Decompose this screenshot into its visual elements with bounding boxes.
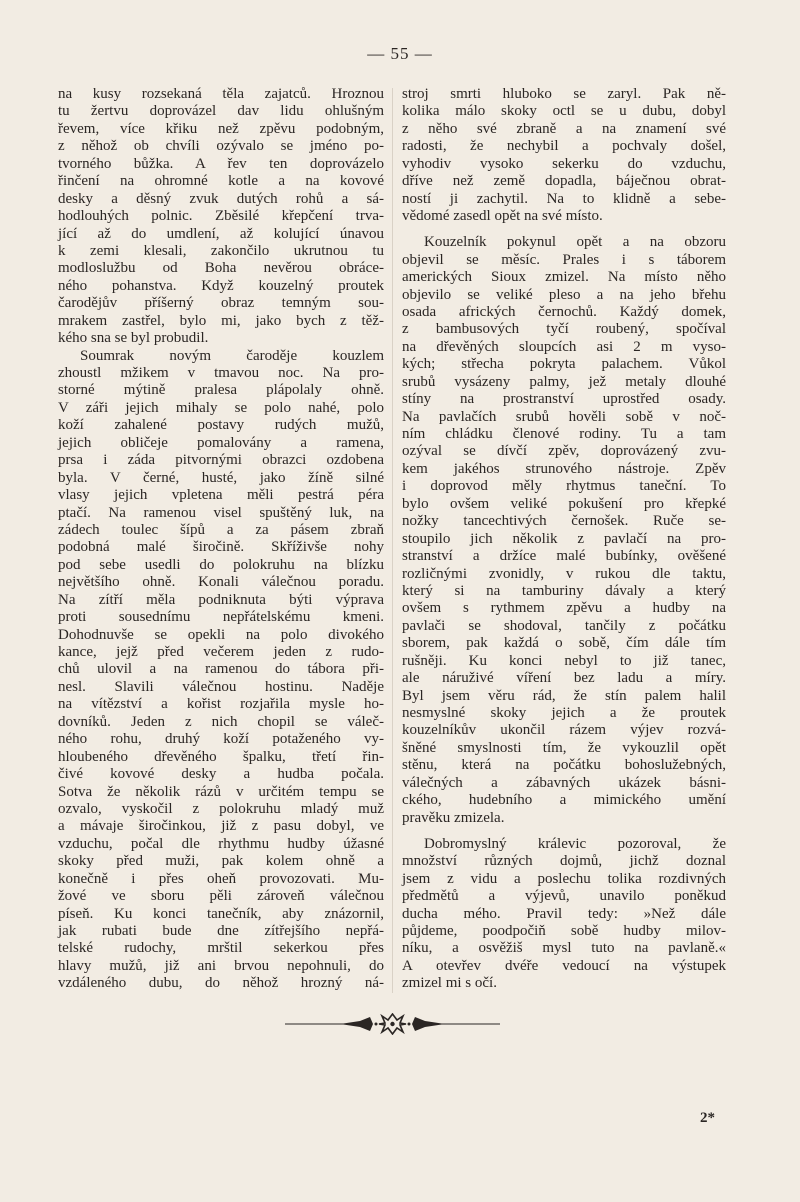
text-line: půjdeme, poodpočiň sobě hudby milov- — [402, 922, 726, 939]
text-line: rušněji. Ku konci nebyl to již tanec, — [402, 652, 726, 669]
paragraph — [402, 86, 726, 226]
text-line: telské rudochy, mrštil sekerkou přes — [58, 940, 384, 957]
text-line: Byl jsem věru rád, že stín palem halil — [402, 687, 726, 704]
text-line: modloslužbu od Boha nevěrou obráce- — [58, 260, 384, 277]
text-line: byla. V černé, husté, jako žíně silné — [58, 469, 384, 486]
text-line: níku, a osvěžiš mysl tuto na pavlaně.« — [402, 940, 726, 957]
text-line: ale náruživé víření bez ladu a míry. — [402, 670, 726, 687]
text-line: ptačí. Na ramenou visel spuštěný luk, na — [58, 504, 384, 521]
text-line: A otevřev dvéře vedoucí na výstupek — [402, 957, 726, 974]
text-line: čarodějův příšerný obraz temným sou- — [58, 295, 384, 312]
text-line: pavlači se shodoval, tančily z počátku — [402, 617, 726, 634]
text-line: radosti, že nechybil a pochvaly došel, — [402, 138, 726, 155]
text-line: desky a děsný zvuk dutých rohů a sá- — [58, 190, 384, 207]
text-line: kouzelníkův ukončil rázem výjev rozvá- — [402, 722, 726, 739]
text-line: hloubeného dřevěného špalku, třetí řin- — [58, 748, 384, 765]
text-line: hlavy mužů, již ani brvou nepohnuli, do — [58, 957, 384, 974]
text-line: řevem, více křiku než zpěvu podobným, — [58, 120, 384, 137]
text-line: proti sousednímu nepřátelskému kmeni. — [58, 609, 384, 626]
text-line: osada afrických černochů. Každý domek, — [402, 303, 726, 320]
text-line: dovníků. Jeden z nich chopil se váleč- — [58, 713, 384, 730]
text-line: prsa i záda pitvornými obrazci ozdobena — [58, 452, 384, 469]
text-line: vlasy jejich vpletena měli pestrá péra — [58, 487, 384, 504]
text-line: ností ji zachytil. Na to klidně a sebe- — [402, 190, 726, 207]
text-line: Na zítří měla podniknuta býti výprava — [58, 591, 384, 608]
text-line: nožky tancechtivých černošek. Ruče se- — [402, 513, 726, 530]
text-line: Na pavlačích srubů hověli sobě v noč- — [402, 408, 726, 425]
text-line: ozvalo, vyskočil z polokruhu mladý muž — [58, 800, 384, 817]
text-line: bylo ovšem veliké pokušení pro křepké — [402, 495, 726, 512]
text-line: válečných a zábavných ukázek básni- — [402, 774, 726, 791]
text-line: jejich obličeje pomalovány a ramena, — [58, 434, 384, 451]
text-line: ného pohanstva. Když kouzelný proutek — [58, 277, 384, 294]
text-line: nesmyslné skoky jejich a že proutek — [402, 705, 726, 721]
paragraph — [58, 86, 384, 348]
text-line: Soumrak novým čaroděje kouzlem — [80, 347, 384, 364]
text-line: na vítězství a kořist rozjařila mysle ho- — [58, 696, 384, 713]
text-line: Sotva že několik rázů v určitém tempu se — [58, 783, 384, 800]
text-line: koží zahalené postavy rudých mužů, — [58, 417, 384, 434]
text-line: největšího ohně. Konali válečnou poradu. — [58, 574, 384, 591]
text-line: i doprovod měly rhytmus taneční. To — [402, 478, 726, 495]
text-line: storné mýtině pralesa plápolaly ohně. — [58, 382, 384, 399]
text-line: stěnu, která na počátku bohoslužebných, — [402, 757, 726, 774]
text-line: množství různých dojmů, jichž doznal — [402, 853, 726, 870]
text-line: jsem z vidu a poslechu tolika rozdivných — [402, 870, 726, 887]
text-line: z něhož ob chvíli ozývalo se jméno po- — [58, 138, 384, 155]
text-line: ducha mého. Pravil tedy: »Než dále — [402, 905, 726, 922]
text-line: ckého, hudebního a mimického umění — [402, 792, 726, 809]
text-line: předmětů a výjevů, unavilo poněkud — [402, 888, 726, 905]
column-divider — [392, 88, 393, 993]
text-line: vzduchu, počal dle rhythmu hudby úžasné — [58, 835, 384, 852]
text-line: zhoustl mžikem v tmavou noc. Na pro- — [58, 365, 384, 381]
text-line: nesl. Slavili válečnou hostinu. Naděje — [58, 678, 384, 695]
text-line: tvorného bůžka. A řev ten doprovázelo — [58, 155, 384, 172]
text-line: amerických Sioux zmizel. Na místo něho — [402, 269, 726, 286]
text-line: vyhodiv vysoko sekerku do vzduchu, — [402, 155, 726, 172]
text-line: Dohodnuvše se opekli na polo divokého — [58, 626, 384, 643]
text-line: pod sebe usedli do polokruhu na blízku — [58, 556, 384, 573]
text-line: stroj smrti hluboko se zaryl. Pak ně- — [402, 86, 726, 102]
paragraph — [402, 234, 726, 827]
text-line: objevilo se veliké pleso a na jeho břehu — [402, 286, 726, 303]
text-line: ním chládku členové rodiny. Tu a tam — [402, 426, 726, 442]
text-line: hodlouhých polnic. Zběsilé křepčení trva- — [58, 208, 384, 225]
text-line: rozličnými zvonidly, v rukou dle taktu, — [402, 565, 726, 582]
text-line: sborem, pak každá o sobě, čím dále tím — [402, 635, 726, 652]
text-line: kého sna se byl probudil. — [58, 330, 209, 347]
text-line: kem jakéhos strunového nástroje. Zpěv — [402, 460, 726, 477]
text-line: zádech toulec šípů a za pásem zbraň — [58, 521, 384, 538]
paragraph — [402, 836, 726, 993]
text-line: na kusy rozsekaná těla zajatců. Hroznou — [58, 86, 384, 102]
text-line: stíny na prostranství uprostřed osady. — [402, 391, 726, 408]
text-line: objevil se měsíc. Prales i s táborem — [402, 251, 726, 268]
text-column-right — [402, 86, 726, 993]
text-line: chů ulovil a na ramenou do tábora při- — [58, 661, 384, 678]
text-line: Kouzelník pokynul opět a na obzoru — [424, 234, 726, 251]
text-line: mrakem zastřel, bylo mi, jako bych z těž- — [58, 312, 384, 329]
text-line: V záři jejich mihaly se polo nahé, polo — [58, 399, 384, 416]
text-line: píseň. Ku konci tanečník, aby znázornil, — [58, 905, 384, 922]
text-line: vzdáleného dubu, do něhož hrozný ná- — [58, 975, 384, 992]
text-line: ovšem s rythmem zpěvu a hudby na — [402, 600, 726, 617]
text-line: řinčení na ohromné kotle a na kovové — [58, 173, 384, 190]
signature-mark: 2* — [700, 1110, 715, 1126]
text-line: kých; střecha pokryta palachem. Vůkol — [402, 356, 726, 373]
text-line: kolika málo skoky octl se u dubu, dobyl — [402, 103, 726, 120]
text-line: zmizel mi s očí. — [402, 975, 497, 992]
text-line: tu žertvu doprovázel dav lidu ohlušným — [58, 103, 384, 120]
text-line: podobná malé širočině. Skříživše nohy — [58, 539, 384, 556]
text-line: vědomé zasedl opět na své místo. — [402, 208, 603, 225]
text-line: ného rohu, druhý koží potaženého vy- — [58, 731, 384, 748]
text-line: srubů vysázeny palmy, jež metaly dlouhé — [402, 373, 726, 390]
text-column-left — [58, 86, 384, 993]
text-line: čivé kovové desky a hudba počala. — [58, 766, 384, 783]
text-line: který si na tamburiny dávaly a který — [402, 582, 726, 599]
text-line: z bambusových tyčí roubený, spočíval — [402, 321, 726, 338]
text-line: konečně i přes oheň provozovati. Mu- — [58, 870, 384, 887]
text-line: skoky před muži, pak kolem ohně a — [58, 853, 384, 870]
text-line: žové ve sboru pěli zároveň válečnou — [58, 888, 384, 905]
text-line: pravěku zmizela. — [402, 809, 505, 826]
text-line: šněné smyslnosti tím, že vykouzlil opět — [402, 739, 726, 756]
text-line: a mávaje širočinkou, již z pasu dobyl, ve — [58, 818, 384, 835]
page-number: — 55 — — [367, 44, 433, 63]
decorative-ornament-divider — [285, 1013, 500, 1035]
text-line: stranství a držíce malé bubínky, ověšené — [402, 548, 726, 565]
text-line: jak rubati bude dne zítřejšího nepřá- — [58, 923, 384, 939]
paragraph — [58, 348, 384, 993]
text-line: na dřevěných sloupcích asi 2 m vyso- — [402, 338, 726, 355]
text-line: z něho své zbraně a na znamení své — [402, 120, 726, 137]
text-line: kance, jejž před večerem jeden z rudo- — [58, 644, 384, 660]
text-line: dříve než země dopadla, báječnou obrat- — [402, 173, 726, 190]
text-line: k zemi klesali, zakončilo ukrutnou tu — [58, 242, 384, 259]
text-line: jící až do umdlení, až kolující únavou — [58, 225, 384, 242]
text-line: stoupilo jich několik z pavlačí na pro- — [402, 530, 726, 547]
text-line: Dobromyslný králevic pozoroval, že — [424, 835, 726, 852]
text-line: ozýval se dívčí zpěv, doprovázený zvu- — [402, 443, 726, 460]
